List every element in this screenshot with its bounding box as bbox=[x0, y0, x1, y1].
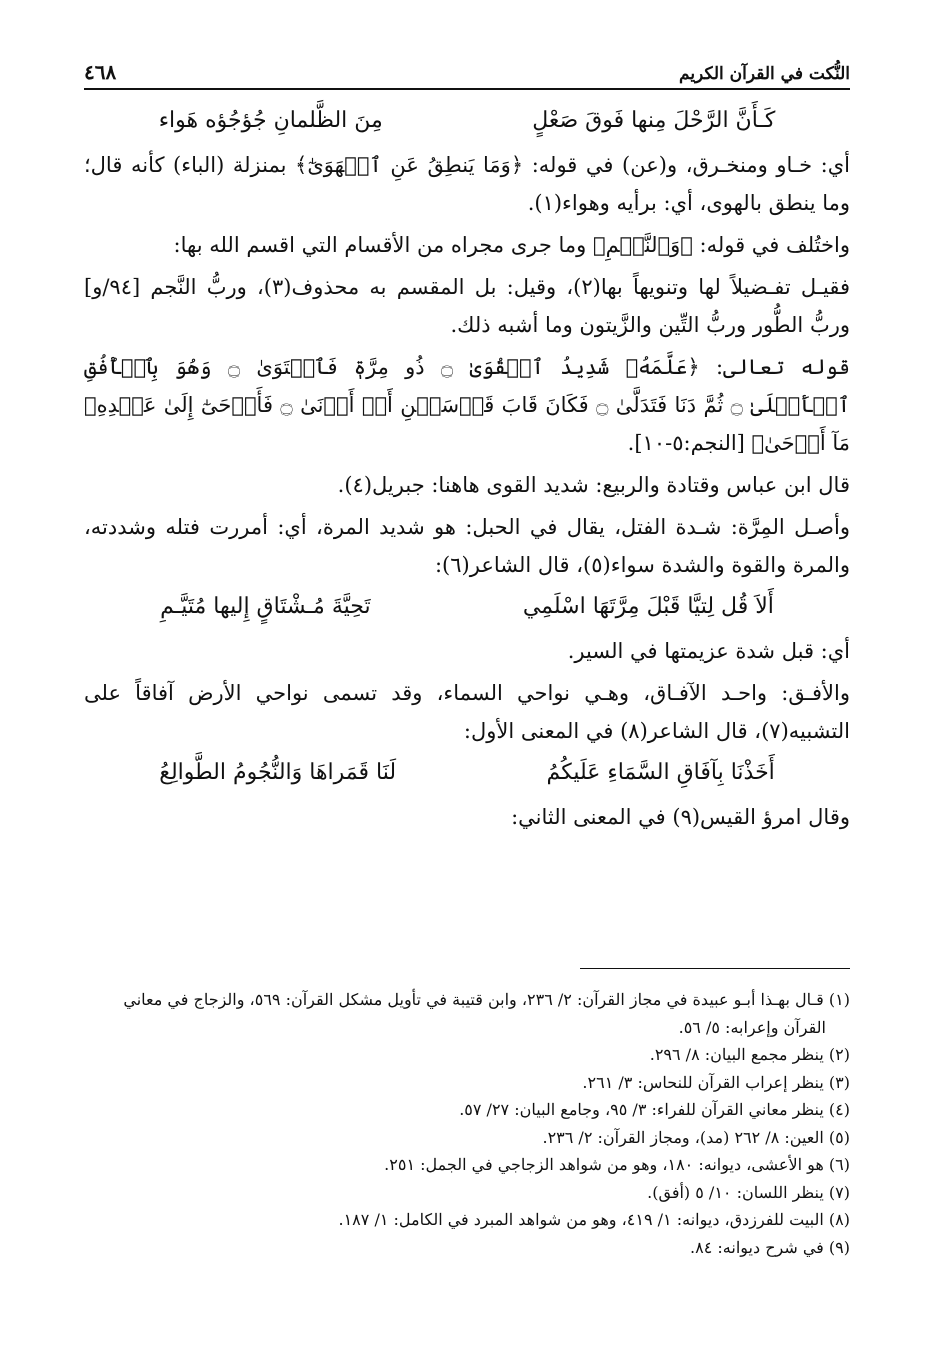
main-text bbox=[84, 98, 850, 840]
poetry-verse bbox=[84, 754, 850, 792]
footnote: (٩) في شرح ديوانه: ٨٤. bbox=[690, 1237, 850, 1257]
book-title: النُّكت في القرآن الكريم bbox=[679, 64, 850, 84]
footnote-separator bbox=[580, 968, 850, 969]
footnote: (٨) البيت للفرزدق، ديوانه: ١/ ٤١٩، وهو من شواهد المبرد في الكامل: ١/ ١٨٧. bbox=[338, 1210, 850, 1229]
verse-first-hemistich: أَلاَ قُل لِتيَّا قَبْلَ مِرَّتَهَا اسْلَمِي bbox=[522, 594, 774, 619]
paragraph: وأصـل المِرَّة: شـدة الفتل، يقال في الحبل: هو شديد المرة، أي: أمررت فتله وشددته، والمرة والقوة والشدة سواء(٥)، قال الشاعر(٦): bbox=[84, 515, 850, 577]
verse-first-hemistich: أَخَذْنَا بِآفَاقِ السَّمَاءِ عَلَيكُمُ bbox=[546, 760, 775, 785]
footnote-continuation: القرآن وإعرابه: ٥/ ٥٦. bbox=[678, 1017, 826, 1037]
footnote: (٤) ينظر معاني القرآن للفراء: ٣/ ٩٥، وجامع البيان: ٢٧/ ٥٧. bbox=[459, 1100, 850, 1119]
page-number: ٤٦٨ bbox=[84, 60, 117, 84]
footnote: (٦) هو الأعشى، ديوانه: ١٨٠، وهو من شواهد الزجاجي في الجمل: ٢٥١. bbox=[384, 1155, 850, 1174]
footnote: (٢) ينظر مجمع البيان: ٨/ ٢٩٦. bbox=[649, 1045, 850, 1064]
poetry-verse bbox=[84, 588, 850, 626]
verse-second-hemistich: تَحِيَّةَ مُـشْتَاقٍ إِليها مُتَيَّـمِ bbox=[160, 594, 371, 619]
paragraph: أي: خـاو ومنخـرق، و(عن) في قوله: ﴿وَمَا يَنطِقُ عَنِ ٱلۡهَوَىٰٓ﴾ بمنزلة (الباء) كأنه قال؛ وما ينطق بالهوى، أي: برأيه وهواء(١). bbox=[84, 153, 850, 215]
verse-second-hemistich: لَنَا قَمَراهَا وَالنُّجُومُ الطَّوالِعُ bbox=[159, 760, 397, 785]
footnote: (١) قـال بهـذا أبـو عبيدة في مجاز القرآن: ٢/ ٢٣٦، وابن قتيبة في تأويل مشكل القرآن: ٥٦٩، والزجاج في معاني bbox=[123, 990, 850, 1009]
footnote: (٧) ينظر اللسان: ١٠/ ٥ (أفق). bbox=[647, 1182, 850, 1202]
footnotes bbox=[84, 986, 850, 1261]
footnote: (٣) ينظر إعراب القرآن للنحاس: ٣/ ٢٦١. bbox=[582, 1072, 850, 1092]
paragraph: أي: قبل شدة عزيمتها في السير. bbox=[567, 639, 850, 663]
paragraph: قوله تعالى: ﴿عَلَّمَهُۥ شَدِيدُ ٱلۡقُوَىٰ ۝ ذُو مِرَّةٖ فَٱسۡتَوَىٰ ۝ وَهُوَ بِٱلۡأُفُقِ ٱلۡأَعۡلَىٰ ۝ ثُمَّ دَنَا فَتَدَلَّىٰ ۝ فَكَانَ قَابَ قَوۡسَيۡنِ أَوۡ أَدۡنَىٰ ۝ فَأَوۡحَىٰٓ إِلَىٰ عَبۡدِهِۦ مَآ أَوۡحَىٰ﴾ [النجم:٥-١٠]. bbox=[84, 355, 850, 455]
poetry-verse bbox=[84, 102, 850, 140]
verse-second-hemistich: مِنَ الظَّلمانِ جُؤجُؤه هَواء bbox=[158, 108, 383, 133]
paragraph: وقال امرؤ القيس(٩) في المعنى الثاني: bbox=[511, 805, 850, 829]
paragraph: قال ابن عباس وقتادة والربيع: شديد القوى هاهنا: جبريل(٤). bbox=[337, 473, 850, 497]
page-header bbox=[84, 52, 850, 90]
paragraph: والأفـق: واحـد الآفـاق، وهـي نواحي السماء، وقد تسمى نواحي الأرض آفاقاً على التشبيه(٧)، قال الشاعر(٨) في المعنى الأول: bbox=[84, 681, 850, 743]
footnote: (٥) العين: ٨/ ٢٦٢ (مد)، ومجاز القرآن: ٢/ ٢٣٦. bbox=[542, 1127, 850, 1147]
paragraph: واختُلف في قوله: ﴿وَٱلنَّجۡمِ﴾ وما جرى مجراه من الأقسام التي اقسم الله بها: bbox=[173, 233, 850, 257]
paragraph: فقيـل تفـضيلاً لها وتنويهاً بها(٢)، وقيل: بل المقسم به محذوف(٣)، وربُّ النَّجم [٩٤/و] وربُّ الطُّور وربُّ التِّين والزَّيتون وما أشبه ذلك. bbox=[84, 275, 850, 337]
verse-first-hemistich: كَـأَنَّ الرَّحْلَ مِنها فَوقَ صَعْلٍ bbox=[532, 108, 776, 133]
